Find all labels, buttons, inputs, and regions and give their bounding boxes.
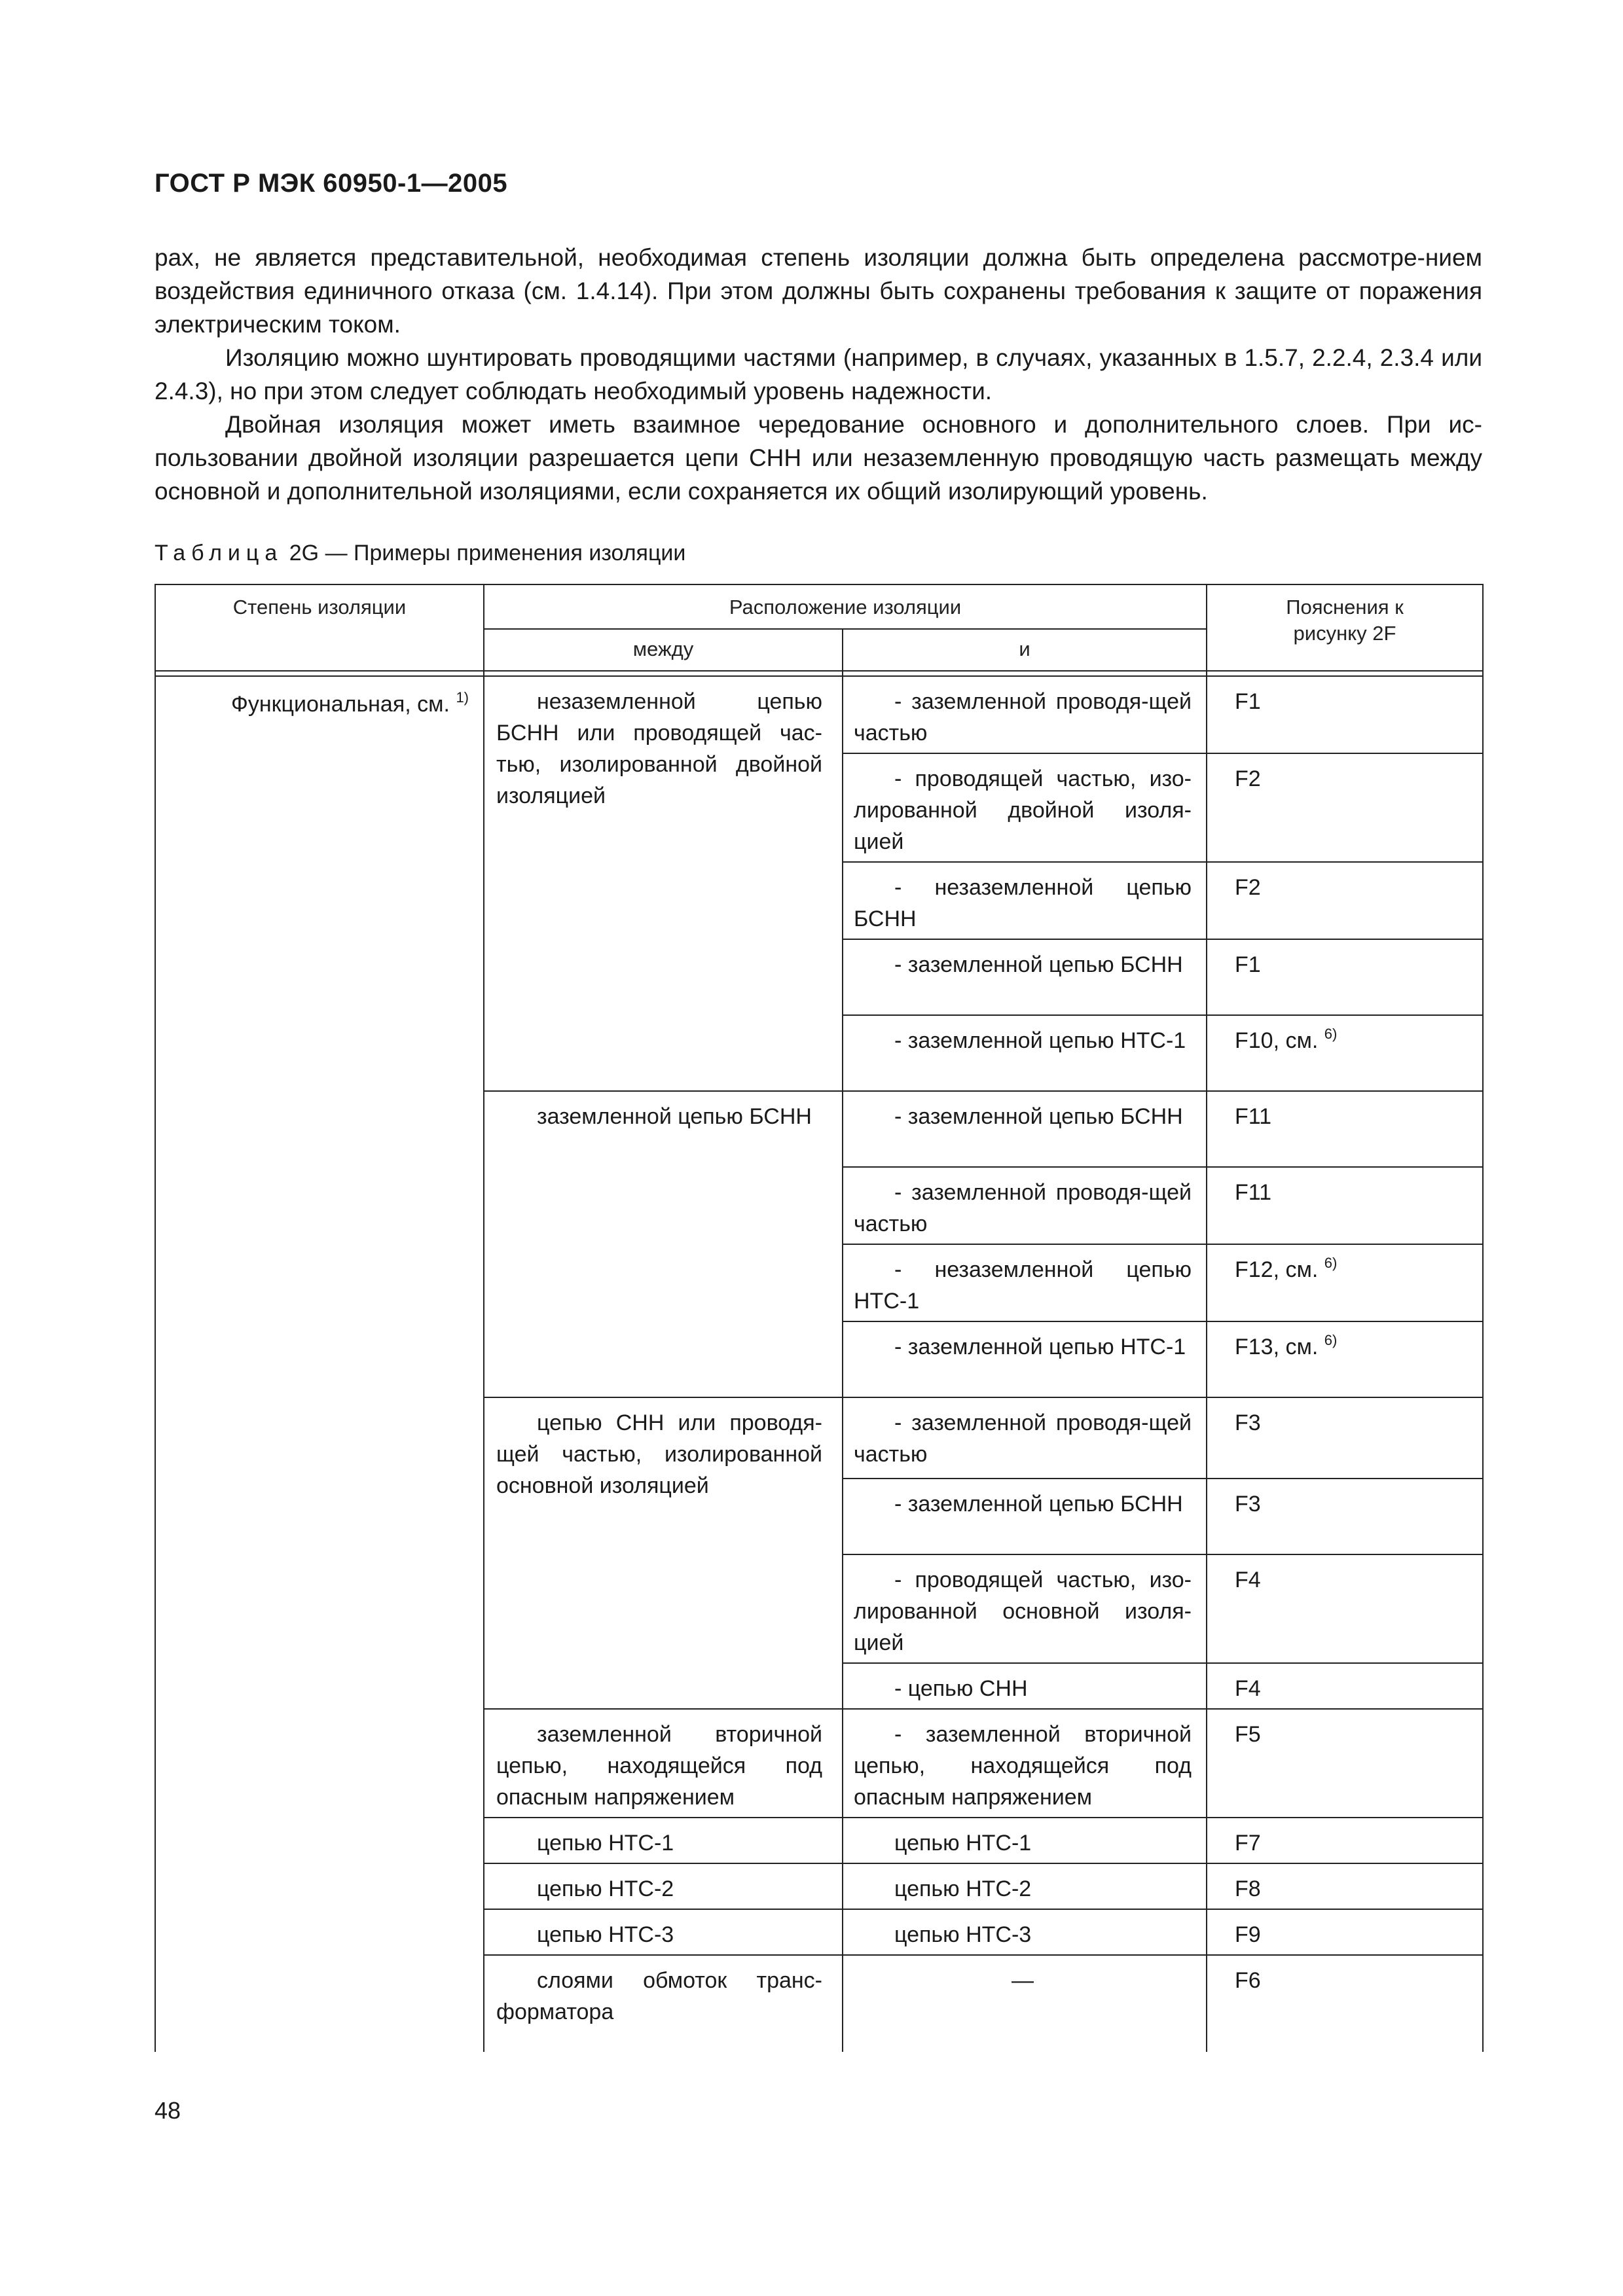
cell-and: цепью НТС-1 — [843, 1818, 1207, 1863]
table-row — [155, 676, 1483, 753]
figure-ref: F3 — [1235, 1410, 1261, 1435]
cell-figure — [1207, 939, 1483, 1015]
figure-ref: F4 — [1235, 1568, 1261, 1592]
degree-label: Функциональная, см. — [231, 692, 450, 717]
cell-between: цепью НТС-2 — [484, 1863, 843, 1909]
header-location: Расположение изоляции — [484, 584, 1207, 629]
cell-and: - незаземленной цепью НТС-1 — [843, 1244, 1207, 1321]
figure-ref: F7 — [1235, 1831, 1261, 1856]
cell-and: - заземленной вторичной цепью, находящейся под опасным напряжением — [843, 1709, 1207, 1818]
cell-figure — [1207, 1709, 1483, 1818]
figure-ref: F5 — [1235, 1722, 1261, 1747]
figure-ref: F12, см. — [1235, 1257, 1319, 1282]
header-and: и — [843, 629, 1207, 671]
cell-figure — [1207, 1863, 1483, 1909]
cell-figure — [1207, 1091, 1483, 1167]
cell-between: заземленной цепью БСНН — [484, 1091, 843, 1397]
cell-figure — [1207, 862, 1483, 939]
figure-ref: F1 — [1235, 952, 1261, 977]
cell-figure — [1207, 676, 1483, 753]
cell-and: - незаземленной цепью БСНН — [843, 862, 1207, 939]
figure-ref: F11 — [1235, 1104, 1272, 1129]
degree-footnote: 1) — [456, 689, 469, 706]
figure-ref: F3 — [1235, 1492, 1261, 1516]
cell-figure — [1207, 1244, 1483, 1321]
figure-ref: F10, см. — [1235, 1028, 1319, 1053]
cell-and: - заземленной цепью НТС-1 — [843, 1321, 1207, 1397]
cell-and: - заземленной проводя-щей частью — [843, 676, 1207, 753]
cell-between: цепью НТС-1 — [484, 1818, 843, 1863]
cell-between: цепью СНН или проводя-щей частью, изолированной основной изоляцией — [484, 1397, 843, 1709]
header-between: между — [484, 629, 843, 671]
document-header: ГОСТ Р МЭК 60950-1—2005 — [155, 169, 508, 198]
figure-ref: F2 — [1235, 766, 1261, 791]
paragraph: Двойная изоляция может иметь взаимное чередование основного и дополнительного слоев. При ис-пользовании двойной изоляции разрешается цепи СНН или незаземленную проводящую часть размещать между основной и дополнительной изоляциями, если сохраняется их общий изолирующий уровень. — [155, 411, 1482, 505]
cell-and: - заземленной цепью БСНН — [843, 1479, 1207, 1554]
table-caption — [155, 541, 685, 566]
cell-and: - цепью СНН — [843, 1663, 1207, 1709]
cell-and: — — [843, 1955, 1207, 2052]
figure-ref: F8 — [1235, 1876, 1261, 1901]
cell-and: - заземленной проводя-щей частью — [843, 1397, 1207, 1479]
cell-figure — [1207, 1554, 1483, 1663]
cell-degree — [155, 676, 484, 2052]
cell-figure — [1207, 1321, 1483, 1397]
cell-between: заземленной вторичной цепью, находящейся под опасным напряжением — [484, 1709, 843, 1818]
figure-footnote: 6) — [1324, 1332, 1338, 1348]
cell-between: незаземленной цепью БСНН или проводящей час-тью, изолированной двойной изоляцией — [484, 676, 843, 1091]
body-text — [155, 241, 1482, 508]
figure-ref: F2 — [1235, 875, 1261, 900]
figure-footnote: 6) — [1324, 1255, 1338, 1271]
cell-and: - заземленной цепью НТС-1 — [843, 1015, 1207, 1091]
cell-figure — [1207, 1909, 1483, 1955]
cell-figure — [1207, 1167, 1483, 1244]
page-number: 48 — [155, 2097, 181, 2124]
cell-and: - проводящей частью, изо-лированной двойной изоля-цией — [843, 753, 1207, 862]
cell-figure — [1207, 1397, 1483, 1479]
cell-figure — [1207, 1663, 1483, 1709]
cell-and: - заземленной цепью БСНН — [843, 939, 1207, 1015]
cell-and: - заземленной цепью БСНН — [843, 1091, 1207, 1167]
table-caption-prefix: Таблица — [155, 541, 283, 565]
paragraph: Изоляцию можно шунтировать проводящими частями (например, в случаях, указанных в 1.5.7, 2.2.4, 2.3.4 или 2.4.3), но при этом следует соблюдать необходимый уровень надежности. — [155, 344, 1482, 404]
table-caption-text: 2G — Примеры применения изоляции — [289, 541, 686, 565]
header-notes: Пояснения к рисунку 2F — [1207, 584, 1483, 671]
cell-and: - заземленной проводя-щей частью — [843, 1167, 1207, 1244]
cell-figure — [1207, 1955, 1483, 2052]
cell-figure — [1207, 1015, 1483, 1091]
figure-ref: F4 — [1235, 1676, 1261, 1701]
cell-figure — [1207, 1479, 1483, 1554]
cell-figure — [1207, 1818, 1483, 1863]
insulation-table — [155, 584, 1482, 2071]
paragraph: рах, не является представительной, необходимая степень изоляции должна быть определена рассмотре-нием воздействия единичного отказа (см. 1.4.14). При этом должны быть сохранены требования к защите от поражения электрическим током. — [155, 244, 1482, 338]
cell-and: цепью НТС-2 — [843, 1863, 1207, 1909]
cell-between: слоями обмоток транс-форматора — [484, 1955, 843, 2052]
figure-ref: F6 — [1235, 1968, 1261, 1993]
figure-footnote: 6) — [1324, 1026, 1338, 1042]
cell-and: цепью НТС-3 — [843, 1909, 1207, 1955]
figure-ref: F1 — [1235, 689, 1261, 714]
figure-ref: F13, см. — [1235, 1335, 1319, 1359]
figure-ref: F9 — [1235, 1922, 1261, 1947]
cell-between: цепью НТС-3 — [484, 1909, 843, 1955]
header-degree: Степень изоляции — [155, 584, 484, 671]
figure-ref: F11 — [1235, 1180, 1272, 1205]
cell-figure — [1207, 753, 1483, 862]
cell-and: - проводящей частью, изо-лированной основной изоля-цией — [843, 1554, 1207, 1663]
